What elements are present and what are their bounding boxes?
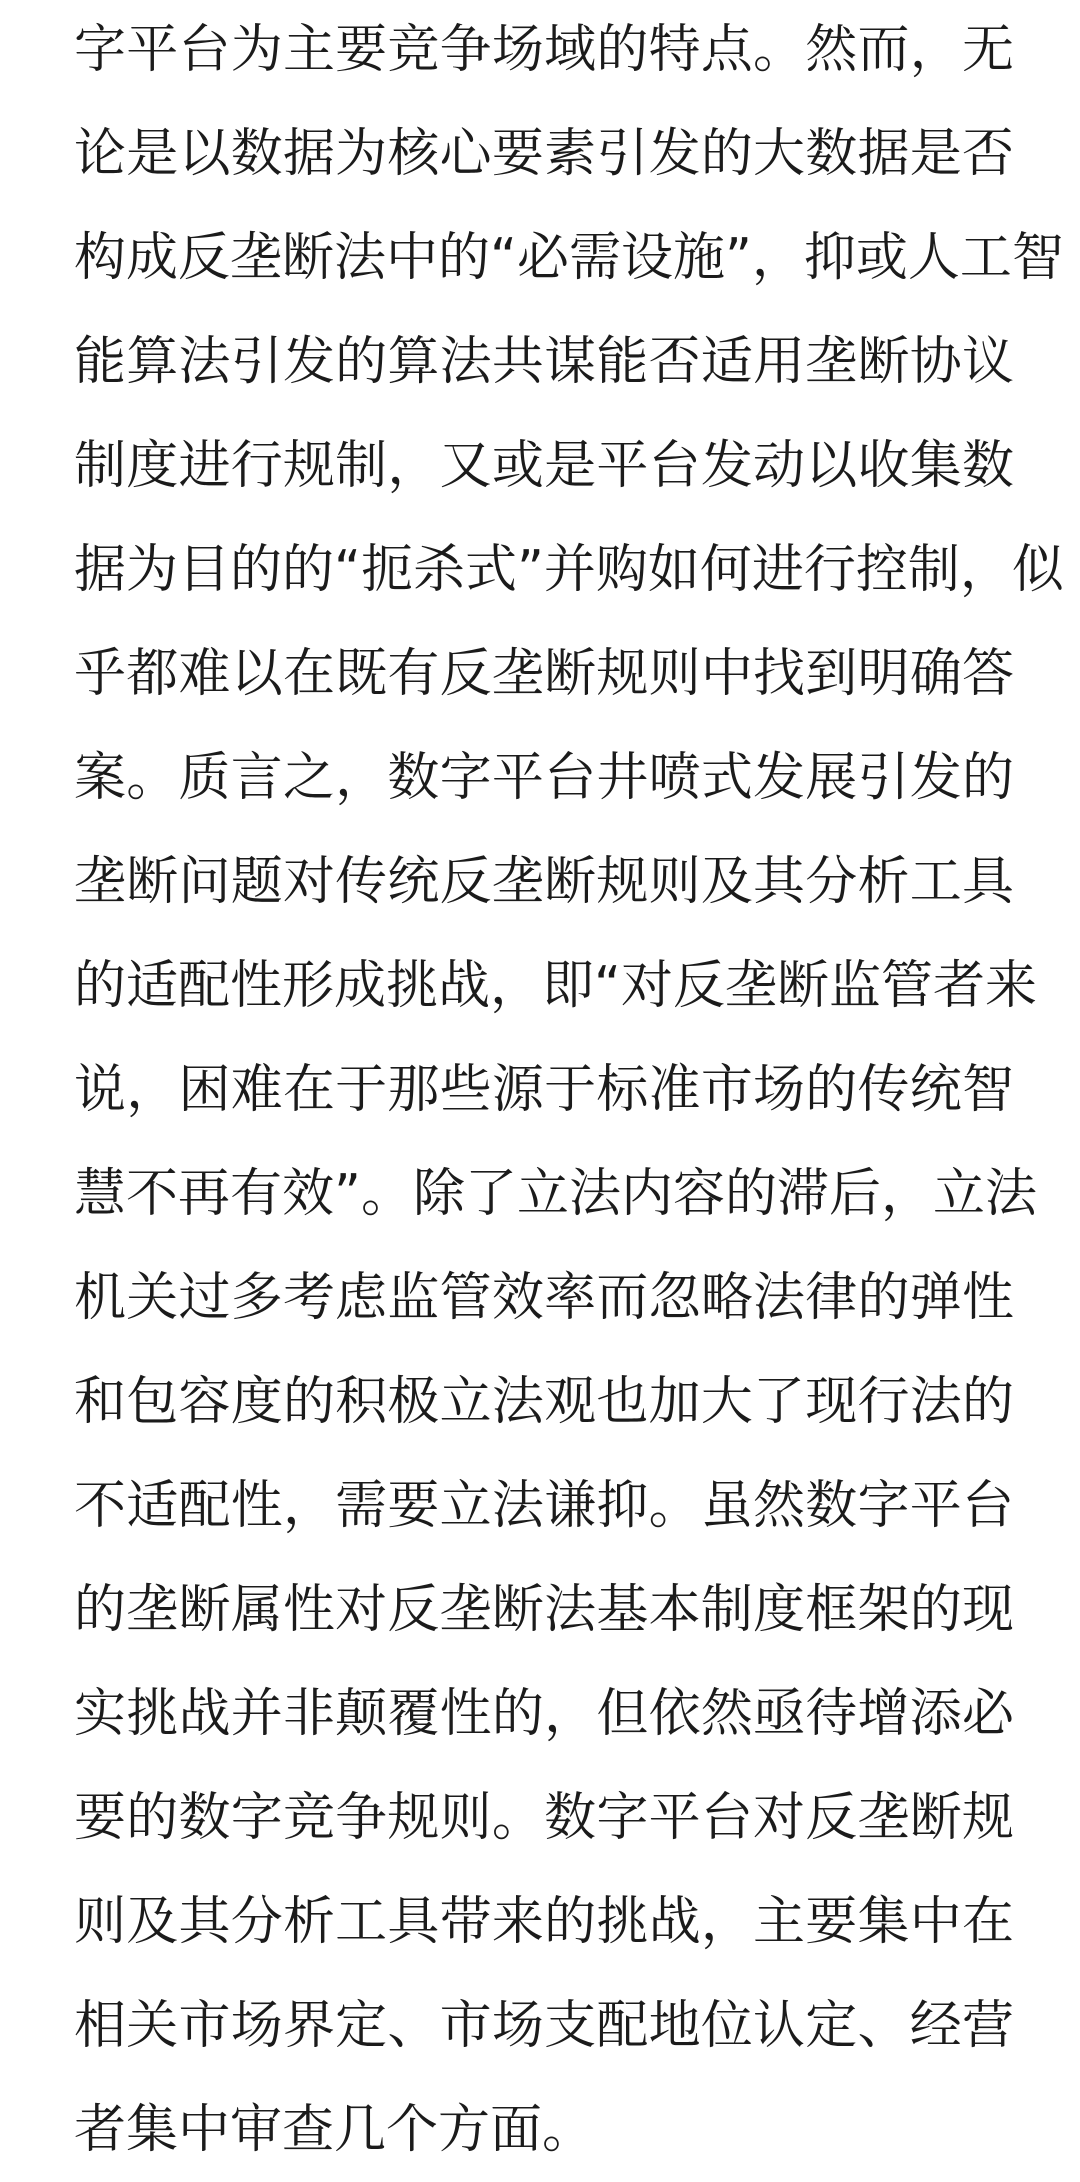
paragraph-line: 慧不再有效”。除了立法内容的滞后，立法 (74, 1164, 1037, 1224)
paragraph-line: 则及其分析工具带来的挑战，主要集中在 (74, 1892, 1014, 1952)
paragraph-line: 者集中审查几个方面。 (74, 2100, 595, 2160)
paragraph-line: 能算法引发的算法共谋能否适用垄断协议 (74, 332, 1014, 392)
paragraph-line: 的适配性形成挑战，即“对反垄断监管者来 (74, 956, 1037, 1016)
paragraph-line: 乎都难以在既有反垄断规则中找到明确答 (74, 644, 1014, 704)
paragraph-line: 案。质言之，数字平台井喷式发展引发的 (74, 748, 1014, 808)
paragraph-line: 相关市场界定、市场支配地位认定、经营 (74, 1996, 1014, 2056)
paragraph-line: 和包容度的积极立法观也加大了现行法的 (74, 1372, 1014, 1432)
paragraph-line: 垄断问题对传统反垄断规则及其分析工具 (74, 852, 1014, 912)
paragraph-line: 不适配性，需要立法谦抑。虽然数字平台 (74, 1476, 1014, 1536)
paragraph-line: 论是以数据为核心要素引发的大数据是否 (74, 124, 1014, 184)
paragraph-line: 构成反垄断法中的“必需设施”，抑或人工智 (74, 228, 1064, 288)
paragraph-line: 机关过多考虑监管效率而忽略法律的弹性 (74, 1268, 1014, 1328)
paragraph-line: 要的数字竞争规则。数字平台对反垄断规 (74, 1788, 1014, 1848)
paragraph-line: 字平台为主要竞争场域的特点。然而，无 (74, 20, 1014, 80)
paragraph-line: 据为目的的“扼杀式”并购如何进行控制，似 (74, 540, 1064, 600)
paragraph-line: 实挑战并非颠覆性的，但依然亟待增添必 (74, 1684, 1014, 1744)
paragraph-line: 的垄断属性对反垄断法基本制度框架的现 (74, 1580, 1014, 1640)
paragraph-line: 制度进行规制，又或是平台发动以收集数 (74, 436, 1014, 496)
paragraph-line: 说，困难在于那些源于标准市场的传统智 (74, 1060, 1014, 1120)
